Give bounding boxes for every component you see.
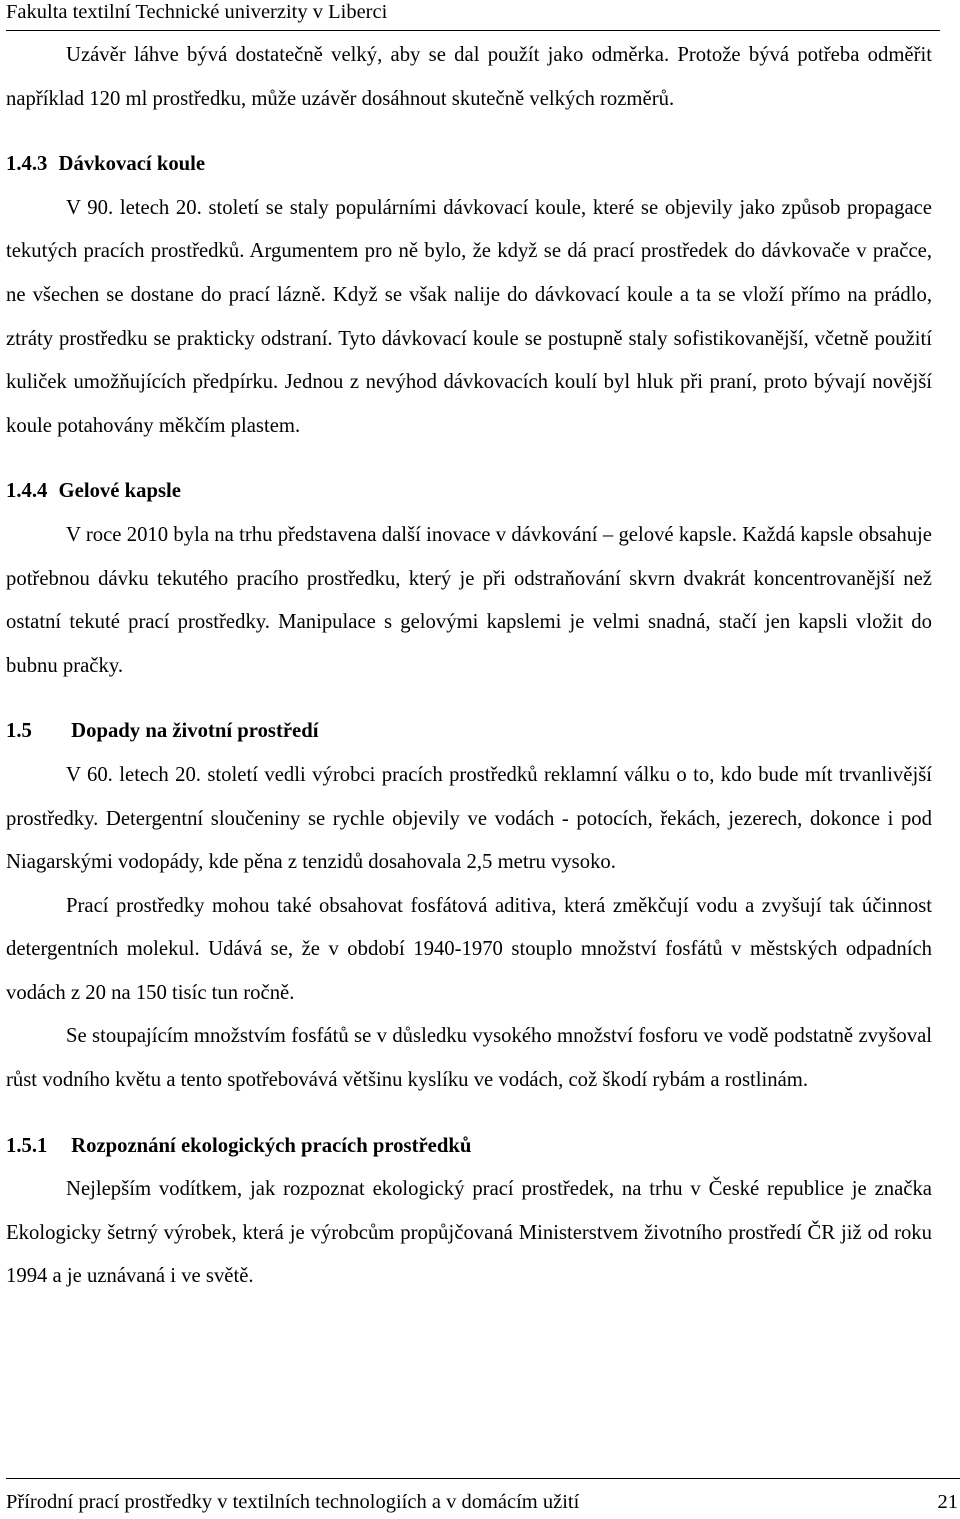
section-heading-1-4-4 [6, 470, 932, 514]
section-title: Dávkovací koule [58, 153, 206, 176]
section-heading-1-4-3 [6, 143, 932, 187]
paragraph: V 90. letech 20. století se staly populárními dávkovací koule, které se objevily jako způsob propagace tekutých pracích prostředků. Argumentem pro ně bylo, že když se dá prací prostředek do dávkovače v pračce, ne všechen se dostane do prací lázně. Když se však nalije do dávkovací koule a ta se vloží přímo na prádlo, ztráty prostředku se prakticky odstraní. Tyto dávkovací koule se postupně staly sofistikovanější, včetně použití kuliček umožňujících předpírku. Jednou z nevýhod dávkovacích koulí byl hluk při praní, proto bývají novější koule potahovány měkčím plastem. [6, 196, 932, 437]
section-title: Rozpoznání ekologických pracích prostředků [71, 1134, 472, 1157]
paragraph: Prací prostředky mohou také obsahovat fosfátová aditiva, která změkčují vodu a zvyšují tak účinnost detergentních molekul. Udává se, že v období 1940-1970 stouplo množství fosfátů v městských odpadních vodách z 20 na 150 tisíc tun ročně. [6, 894, 932, 1004]
section-number: 1.4.4 [6, 480, 48, 503]
section-number: 1.5.1 [6, 1134, 48, 1157]
page-footer [6, 1478, 960, 1519]
paragraph: Nejlepším vodítkem, jak rozpoznat ekologický prací prostředek, na trhu v České republice je značka Ekologicky šetrný výrobek, která je výrobcům propůjčovaná Ministerstvem životního prostředí ČR již od roku 1994 a je uznávaná i ve světě. [6, 1178, 932, 1288]
section-heading-1-5-1 [6, 1125, 932, 1169]
document-body [6, 34, 932, 1299]
section-title: Dopady na životní prostředí [71, 720, 319, 743]
page-header [6, 0, 940, 31]
paragraph: V 60. letech 20. století vedli výrobci pracích prostředků reklamní válku o to, kdo bude mít trvanlivější prostředky. Detergentní sloučeniny se rychle objevily ve vodách - potocích, řekách, jezerech, dokonce i pod Niagarskými vodopády, kde pěna z tenzidů dosahovala 2,5 metru vysoko. [6, 763, 932, 874]
header-text: Fakulta textilní Technické univerzity v Liberci [6, 1, 388, 23]
section-heading-1-5 [6, 710, 932, 754]
paragraph: V roce 2010 byla na trhu představena další inovace v dávkování – gelové kapsle. Každá kapsle obsahuje potřebnou dávku tekutého pracího prostředku, který je při odstraňování skvrn dvakrát koncentrovanější než ostatní tekuté prací prostředky. Manipulace s gelovými kapslemi je velmi snadná, stačí jen kapsli vložit do bubnu pračky. [6, 523, 932, 677]
section-number: 1.5 [6, 720, 32, 743]
section-number: 1.4.3 [6, 153, 48, 176]
paragraph: Se stoupajícím množstvím fosfátů se v důsledku vysokého množství fosforu ve vodě podstatně zvyšoval růst vodního květu a tento spotřebovává většinu kyslíku ve vodách, což škodí rybám a rostlinám. [6, 1025, 932, 1092]
page-number: 21 [937, 1491, 958, 1513]
footer-title: Přírodní prací prostředky v textilních technologiích a v domácím užití [6, 1491, 580, 1513]
section-title: Gelové kapsle [58, 480, 181, 503]
paragraph: Uzávěr láhve bývá dostatečně velký, aby se dal použít jako odměrka. Protože bývá potřeba odměřit například 120 ml prostředku, může uzávěr dosáhnout skutečně velkých rozměrů. [6, 44, 932, 110]
